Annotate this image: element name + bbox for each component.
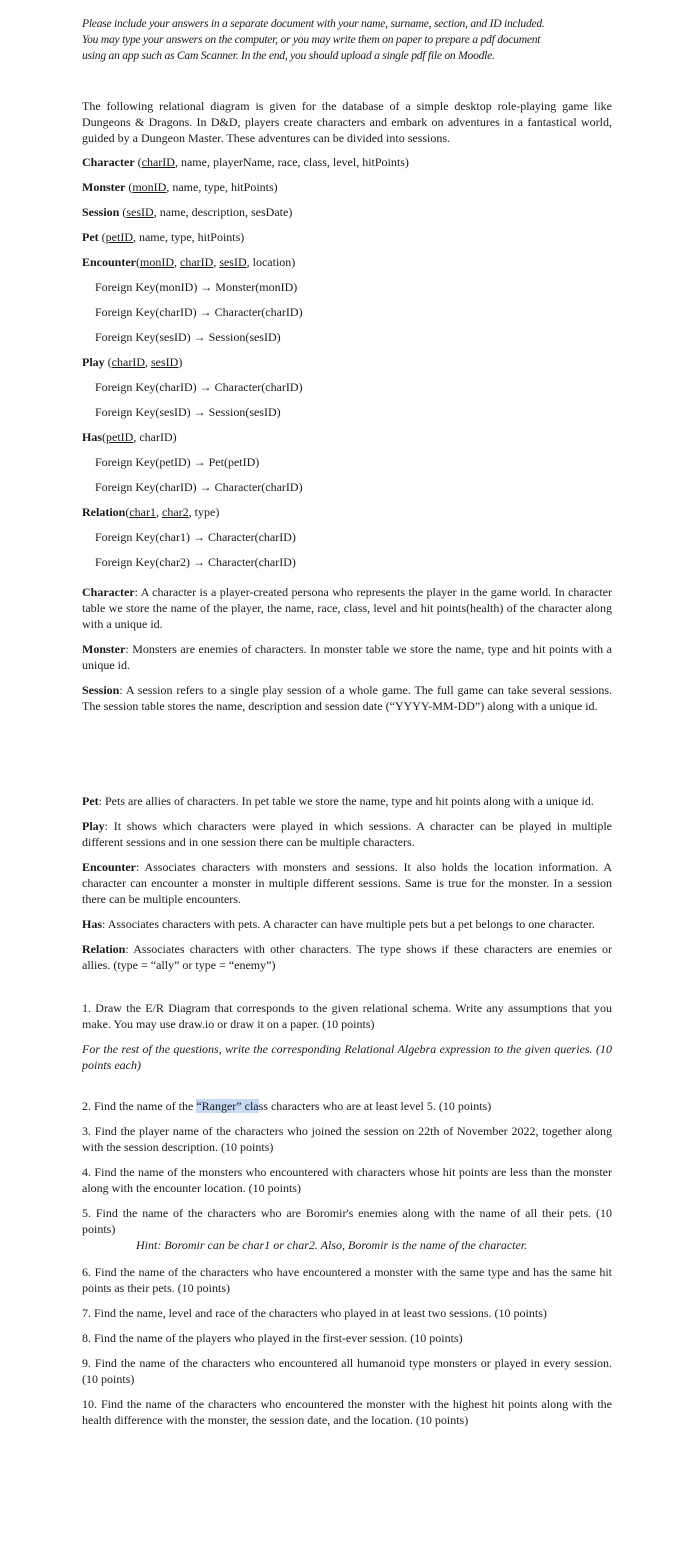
relation-name: Encounter xyxy=(82,255,136,269)
instruction-line: Please include your answers in a separate document with your name, surname, section, and ID included. xyxy=(82,17,545,30)
intro-paragraph: The following relational diagram is given for the database of a simple desktop role-playing game like Dungeons & Dragons. In D&D, players create characters and embark on adventures in a fantastical world, guided by a Dungeon Master. These adventures can be divided into sessions. xyxy=(82,99,612,145)
primary-key: petID xyxy=(106,430,134,444)
description-text: : It shows which characters were played in which sessions. A character can be played in multiple different sessions and in one session there can be multiple characters. xyxy=(82,819,612,849)
instructions-note: For the rest of the questions, write the corresponding Relational Algebra expression to the given queries. (10 points each) xyxy=(82,1042,612,1072)
primary-key: char1 xyxy=(129,505,156,519)
schema-text: , name, type, hitPoints) xyxy=(132,230,245,244)
schema-text: , location) xyxy=(246,255,296,269)
schema-text: , charID) xyxy=(133,430,177,444)
description-term: Has xyxy=(82,917,103,931)
schema-character xyxy=(82,154,612,179)
primary-key: monID xyxy=(132,180,167,194)
instruction-line: You may type your answers on the computer, or you may write them on paper to prepare a pdf document xyxy=(82,33,541,46)
description-term: Relation xyxy=(82,942,126,956)
schema-pet xyxy=(82,229,612,254)
schema-text: ( xyxy=(125,180,133,194)
question-10: 10. Find the name of the characters who encountered the monster with the highest hit points along with the health difference with the monster, the session date, and the location. (10 points) xyxy=(82,1397,612,1427)
primary-key: monID xyxy=(140,255,174,269)
schema-text: ( xyxy=(134,155,142,169)
description-text: : A session refers to a single play session of a whole game. The full game can take several sessions. The session table stores the name, description and session date (“YYYY-MM-DD”) along with a unique id. xyxy=(82,683,612,713)
relation-name: Play xyxy=(82,355,105,369)
instruction-line: using an app such as Cam Scanner. In the end, you should upload a single pdf file on Moodle. xyxy=(82,49,495,62)
description-pet xyxy=(82,793,612,809)
primary-key: charID xyxy=(141,155,175,169)
schema-text: , name, type, hitPoints) xyxy=(166,180,278,194)
primary-key: charID xyxy=(111,355,145,369)
foreign-key: Foreign Key(sesID) → Session(sesID) xyxy=(95,405,281,419)
question-5: 5. Find the name of the characters who are Boromir's enemies along with the name of all their pets. (10 points) xyxy=(82,1206,612,1236)
foreign-key: Foreign Key(monID) → Monster(monID) xyxy=(95,280,298,294)
questions xyxy=(82,1000,612,1428)
question-text: 2. Find the name of the xyxy=(82,1099,197,1113)
description-term: Session xyxy=(82,683,120,697)
schema-text: ( xyxy=(104,355,112,369)
foreign-key: Foreign Key(char1) → Character(charID) xyxy=(95,530,296,544)
schema-session xyxy=(82,204,612,229)
schema-has xyxy=(82,429,612,454)
description-term: Encounter xyxy=(82,860,136,874)
schema-monster xyxy=(82,179,612,204)
foreign-key: Foreign Key(char2) → Character(charID) xyxy=(95,555,296,569)
question-text: ss characters who are at least level 5. (10 points) xyxy=(258,1099,492,1113)
schema-text: ( xyxy=(125,505,130,519)
entity-descriptions xyxy=(82,584,612,973)
question-6: 6. Find the name of the characters who have encountered a monster with the same type and has the same hit points as their pets. (10 points) xyxy=(82,1265,612,1295)
schema-text: , name, description, sesDate) xyxy=(153,205,293,219)
description-term: Monster xyxy=(82,642,126,656)
description-text: : A character is a player-created persona who represents the player in the game world. In character table we store the name of the player, the name, race, class, level and hit points(health) of the character along with a unique id. xyxy=(82,585,612,631)
schema-relation: Relation(char1, char2, type) xyxy=(82,505,220,519)
relation-name: Pet xyxy=(82,230,99,244)
primary-key: charID xyxy=(180,255,214,269)
schema-text: ( xyxy=(119,205,127,219)
schema-text: , type) xyxy=(188,505,220,519)
question-1: 1. Draw the E/R Diagram that corresponds to the given relational schema. Write any assumptions that you make. You may use draw.io or draw it on a paper. (10 points) xyxy=(82,1001,612,1031)
question-9: 9. Find the name of the characters who encountered all humanoid type monsters or played in every session. (10 points) xyxy=(82,1356,612,1386)
schema-play: Play (charID, sesID) xyxy=(82,355,183,369)
relation-name: Has xyxy=(82,430,103,444)
schema-text: ( xyxy=(102,430,107,444)
schema-text: ( xyxy=(136,255,140,269)
description-term: Character xyxy=(82,585,135,599)
question-5-hint: Hint: Boromir can be char1 or char2. Also, Boromir is the name of the character. xyxy=(136,1238,528,1252)
primary-key: sesID xyxy=(126,205,154,219)
relation-name: Monster xyxy=(82,180,126,194)
text-selection-highlight[interactable]: “Ranger” cla xyxy=(196,1099,259,1113)
description-text: : Pets are allies of characters. In pet table we store the name, type and hit points along with a unique id. xyxy=(98,794,594,808)
foreign-key: Foreign Key(sesID) → Session(sesID) xyxy=(95,330,281,344)
relation-name: Relation xyxy=(82,505,126,519)
relation-name: Character xyxy=(82,155,135,169)
description-text: : Associates characters with other characters. The type shows if these characters are enemies or allies. (type = “ally” or type = “enemy”) xyxy=(82,942,612,972)
primary-key: sesID xyxy=(150,355,179,369)
foreign-key: Foreign Key(charID) → Character(charID) xyxy=(95,305,303,319)
question-7: 7. Find the name, level and race of the characters who played in at least two sessions. (10 points) xyxy=(82,1306,547,1320)
schema-text: ( xyxy=(98,230,106,244)
primary-key: char2 xyxy=(162,505,189,519)
relational-schema xyxy=(82,154,612,579)
description-character xyxy=(82,584,612,632)
primary-key: sesID xyxy=(219,255,247,269)
foreign-key: Foreign Key(charID) → Character(charID) xyxy=(95,480,303,494)
primary-key: petID xyxy=(105,230,133,244)
description-text: : Monsters are enemies of characters. In monster table we store the name, type and hit points with a unique id. xyxy=(82,642,612,672)
question-4: 4. Find the name of the monsters who encountered with characters whose hit points are less than the monster along with the encounter location. (10 points) xyxy=(82,1165,612,1195)
description-term: Pet xyxy=(82,794,99,808)
description-text: : Associates characters with pets. A character can have multiple pets but a pet belongs to one character. xyxy=(102,917,595,931)
schema-text: ) xyxy=(178,355,183,369)
description-text: : Associates characters with monsters and sessions. It also holds the location information. A character can encounter a monster in multiple different sessions. Same is true for the monster. In a session there can be multiple encounters. xyxy=(82,860,612,906)
question-3: 3. Find the player name of the characters who joined the session on 22th of November 2022, together along with the session description. (10 points) xyxy=(82,1124,612,1154)
page-break-gap xyxy=(82,723,612,793)
description-monster xyxy=(82,641,612,673)
question-2 xyxy=(82,1098,612,1114)
description-has xyxy=(82,916,612,932)
question-8: 8. Find the name of the players who played in the first-ever session. (10 points) xyxy=(82,1331,463,1345)
schema-encounter: Encounter(monID, charID, sesID, location) xyxy=(82,255,296,269)
foreign-key: Foreign Key(petID) → Pet(petID) xyxy=(95,455,260,469)
instructions xyxy=(82,16,612,98)
description-term: Play xyxy=(82,819,105,833)
document-page xyxy=(82,16,612,1437)
description-play xyxy=(82,818,612,850)
schema-text: , name, playerName, race, class, level, hitPoints) xyxy=(174,155,409,169)
foreign-key: Foreign Key(charID) → Character(charID) xyxy=(95,380,303,394)
relation-name: Session xyxy=(82,205,120,219)
description-session xyxy=(82,682,612,714)
description-encounter xyxy=(82,859,612,907)
description-relation xyxy=(82,941,612,973)
